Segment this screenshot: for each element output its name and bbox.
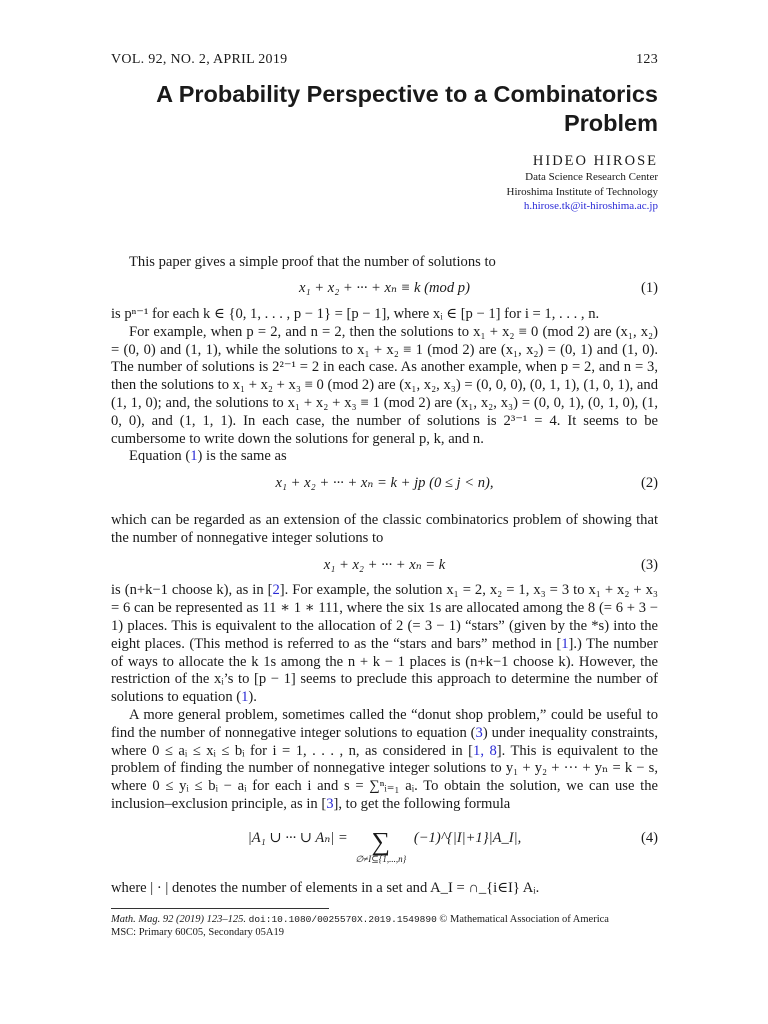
paragraph-donut-shop <box>111 707 658 814</box>
paragraph-extension: which can be regarded as an extension of the classic combinatorics problem of showing that the number of nonnegative integer solutions to <box>111 512 658 546</box>
equation-2-number: (2) <box>640 475 658 492</box>
equation-ref-link[interactable]: 1 <box>241 689 249 706</box>
equation-1 <box>111 280 658 298</box>
page-number: 123 <box>636 52 658 67</box>
equation-ref-link[interactable]: 1 <box>190 448 198 465</box>
journal-issue: VOL. 92, NO. 2, APRIL 2019 <box>111 52 288 67</box>
text-span: is (n+k−1 choose k), as in [ <box>111 582 273 599</box>
citation-3-link[interactable]: 3 <box>326 796 334 813</box>
running-head <box>111 52 658 68</box>
journal-citation: Math. Mag. 92 (2019) 123–125. <box>111 913 247 925</box>
paragraph-stars-bars <box>111 582 658 707</box>
equation-2-expression: x₁ + x₂ + ··· + xₙ = k + jp (0 ≤ j < n), <box>275 475 494 492</box>
paragraph-examples: For example, when p = 2, and n = 2, then the solutions to x₁ + x₂ ≡ 0 (mod 2) are (x₁, x₂) = (0, 0) and (1, 1), while the solutions to x₁ + x₂ ≡ 1 (mod 2) are (x₁, x₂) = (0, 1) and (1, 0). The number of solutions is 2²⁻¹ = 2 in each case. As another example, when p = 2, and n = 3, then the solutions to x₁ + x₂ + x₃ ≡ 0 (mod 2) are (x₁, x₂, x₃) = (0, 0, 0), (0, 1, 1), (1, 0, 1), and (1, 1, 0); and, the solutions to x₁ + x₂ + x₃ ≡ 1 (mod 2) are (x₁, x₂, x₃) = (0, 0, 1), (0, 1, 0), (1, 0, 0), and (1, 1, 1). In each case, the number of solutions is 2³⁻¹ = 4. It seems to be cumbersome to write down the solutions for general p, k, and n. <box>111 323 658 447</box>
paragraph-equation-same <box>111 448 658 466</box>
text-span: ]. This is equivalent to the problem of finding the number of nonnegative integer solutions to y₁ + y₂ + ··· + yₙ = k − s, where 0 ≤ yᵢ ≤ bᵢ − aᵢ for each i and s = ∑ⁿᵢ₌₁ aᵢ. To obtain the solution, we can use the inclusion–exclusion principle, as in [ <box>111 742 658 813</box>
paper-title: A Probability Perspective to a Combinatorics Problem <box>156 81 658 136</box>
text-span: Equation ( <box>129 448 191 465</box>
paper-page <box>111 52 658 939</box>
affiliation-institute: Hiroshima Institute of Technology <box>506 185 658 198</box>
author-block <box>111 152 658 214</box>
summation-index: ∅≠I⊆{1,...,n} <box>355 853 407 864</box>
paragraph-notation: where | · | denotes the number of elements in a set and A_I = ∩_{i∈I} Aᵢ. <box>111 879 540 896</box>
copyright-text: © Mathematical Association of America <box>439 913 609 925</box>
paragraph-solution-count: is pⁿ⁻¹ for each k ∈ {0, 1, . . . , p − 1} = [p − 1], where xᵢ ∈ [p − 1] for i = 1, . . . , n. <box>111 306 600 323</box>
author-email-link[interactable]: h.hirose.tk@it-hiroshima.ac.jp <box>523 200 658 212</box>
text-span: A more general problem, sometimes called the “donut shop problem,” could be useful to find the number of nonnegative integer solutions to equation ( <box>111 707 658 741</box>
text-span: ) is the same as <box>197 448 287 465</box>
summation <box>355 826 407 864</box>
citation-1-link[interactable]: 1 <box>561 635 569 652</box>
intro-paragraph: This paper gives a simple proof that the number of solutions to <box>129 253 496 270</box>
equation-1-expression: x₁ + x₂ + ··· + xₙ ≡ k (mod p) <box>299 280 470 297</box>
summation-sign: ∑ <box>371 826 391 856</box>
text-span: ). <box>248 689 257 706</box>
citation-2-link[interactable]: 2 <box>272 582 280 599</box>
body-text <box>111 254 658 898</box>
footnote-divider <box>111 908 329 909</box>
text-span: ].) The number of ways to allocate the k 1s among the n + k − 1 places is (n+k−1 choose k). However, the restriction of the xᵢ’s to [p − 1] seems to preclude this approach to determine the number of solutions to equation ( <box>111 635 658 706</box>
equation-3-ref-link[interactable]: 3 <box>475 724 483 741</box>
equation-4-right: (−1)^{|I|+1}|A_I|, <box>413 829 522 846</box>
affiliation-center: Data Science Research Center <box>525 171 658 183</box>
text-span: ], to get the following formula <box>333 796 511 813</box>
equation-4-left: |A₁ ∪ ··· ∪ Aₙ| = <box>247 829 348 846</box>
equation-4 <box>111 826 658 864</box>
equation-4-expression <box>247 826 522 864</box>
doi-text: doi:10.1080/0025570X.2019.1549890 <box>248 913 437 925</box>
citation-line <box>111 913 658 926</box>
equation-3 <box>111 557 658 575</box>
equation-1-number: (1) <box>640 280 658 297</box>
author-name: HIDEO HIROSE <box>532 153 658 169</box>
text-span: ]. For example, the solution x₁ = 2, x₂ = 1, x₃ = 3 to x₁ + x₂ + x₃ = 6 can be represented as 11 ∗ 1 ∗ 111, where the six 1s are allocated among the 8 (= 6 + 3 − 1) places. This is equivalent to the allocation of 2 (= 3 − 1) “stars” (given by the *s) into the eight places. (This method is referred to as the “stars and bars” method in [ <box>111 582 658 652</box>
footnote <box>111 913 658 939</box>
text-span: ) under inequality constraints, where 0 ≤ aᵢ ≤ xᵢ ≤ bᵢ for i = 1, . . . , n, as considered in [ <box>111 724 658 759</box>
equation-4-number: (4) <box>640 829 658 846</box>
equation-2 <box>111 475 658 493</box>
equation-3-number: (3) <box>640 556 658 573</box>
equation-3-expression: x₁ + x₂ + ··· + xₙ = k <box>323 556 446 573</box>
msc-classification: MSC: Primary 60C05, Secondary 05A19 <box>111 926 284 938</box>
citation-1-8-link[interactable]: 1, 8 <box>473 742 497 759</box>
